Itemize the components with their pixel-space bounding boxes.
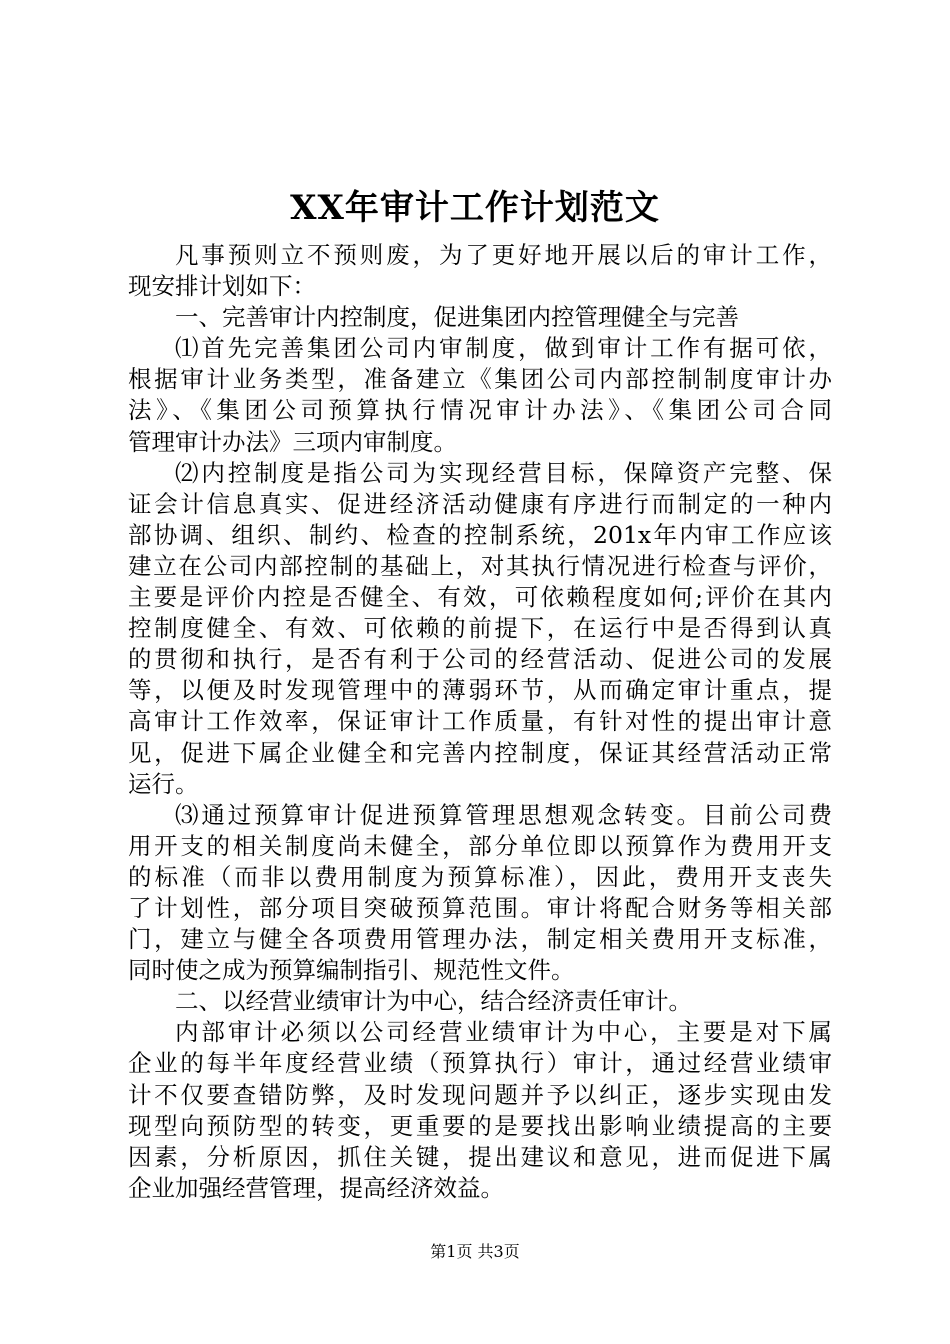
paragraph-line: 内部审计必须以公司经营业绩审计为中心，主要是对下属 xyxy=(175,1018,832,1047)
paragraph-line: 建立在公司内部控制的基础上，对其执行情况进行检查与评价， xyxy=(128,551,832,580)
paragraph-line: 的标准（而非以费用制度为预算标准），因此，费用开支丧失 xyxy=(128,862,832,891)
paragraph-line: 等，以便及时发现管理中的薄弱环节，从而确定审计重点，提 xyxy=(128,676,832,705)
paragraph-line: 的贯彻和执行，是否有利于公司的经营活动、促进公司的发展 xyxy=(128,645,832,674)
paragraph-line: 控制度健全、有效、可依赖的前提下，在运行中是否得到认真 xyxy=(128,614,832,643)
paragraph-line: 高审计工作效率，保证审计工作质量，有针对性的提出审计意 xyxy=(128,707,832,736)
paragraph-line: 用开支的相关制度尚未健全，部分单位即以预算作为费用开支 xyxy=(128,831,832,860)
paragraph-line: 法》、《集团公司预算执行情况审计办法》、《集团公司合同 xyxy=(128,396,832,425)
page-number-footer: 第1页 共3页 xyxy=(430,1242,520,1261)
paragraph-line: ⑶通过预算审计促进预算管理思想观念转变。目前公司费 xyxy=(175,800,832,829)
paragraph-line: 因素，分析原因，抓住关键，提出建议和意见，进而促进下属 xyxy=(128,1142,832,1171)
paragraph-line: ⑴首先完善集团公司内审制度，做到审计工作有据可依， xyxy=(175,334,832,363)
paragraph-line: ⑵内控制度是指公司为实现经营目标，保障资产完整、保 xyxy=(175,458,832,487)
paragraph-line: 见，促进下属企业健全和完善内控制度，保证其经营活动正常 xyxy=(128,738,832,767)
paragraph-line: 企业的每半年度经营业绩（预算执行）审计，通过经营业绩审 xyxy=(128,1049,832,1078)
paragraph-line: 证会计信息真实、促进经济活动健康有序进行而制定的一种内 xyxy=(128,489,832,518)
document-title: XX年审计工作计划范文 xyxy=(290,188,660,228)
document-body xyxy=(128,240,832,1204)
paragraph-line: 凡事预则立不预则废，为了更好地开展以后的审计工作， xyxy=(175,241,832,269)
paragraph-line: 现型向预防型的转变，更重要的是要找出影响业绩提高的主要 xyxy=(128,1111,832,1140)
paragraph-line: 根据审计业务类型，准备建立《集团公司内部控制制度审计办 xyxy=(128,365,832,394)
section-heading: 一、完善审计内控制度，促进集团内控管理健全与完善 xyxy=(175,303,739,332)
paragraph-line: 门，建立与健全各项费用管理办法，制定相关费用开支标准， xyxy=(128,925,832,954)
paragraph-line: 管理审计办法》三项内审制度。 xyxy=(128,427,457,456)
paragraph-line: 计不仅要查错防弊，及时发现问题并予以纠正，逐步实现由发 xyxy=(128,1080,832,1109)
paragraph-line: 了计划性，部分项目突破预算范围。审计将配合财务等相关部 xyxy=(128,893,832,922)
paragraph-line: 运行。 xyxy=(128,769,199,798)
paragraph-line: 主要是评价内控是否健全、有效，可依赖程度如何;评价在其内 xyxy=(128,583,832,612)
paragraph-line: 部协调、组织、制约、检查的控制系统，201x年内审工作应该 xyxy=(128,520,832,549)
paragraph-line: 同时使之成为预算编制指引、规范性文件。 xyxy=(128,956,575,985)
section-heading: 二、以经营业绩审计为中心，结合经济责任审计。 xyxy=(175,987,692,1016)
paragraph-line: 企业加强经营管理，提高经济效益。 xyxy=(128,1173,504,1202)
paragraph-line: 现安排计划如下： xyxy=(128,272,316,301)
